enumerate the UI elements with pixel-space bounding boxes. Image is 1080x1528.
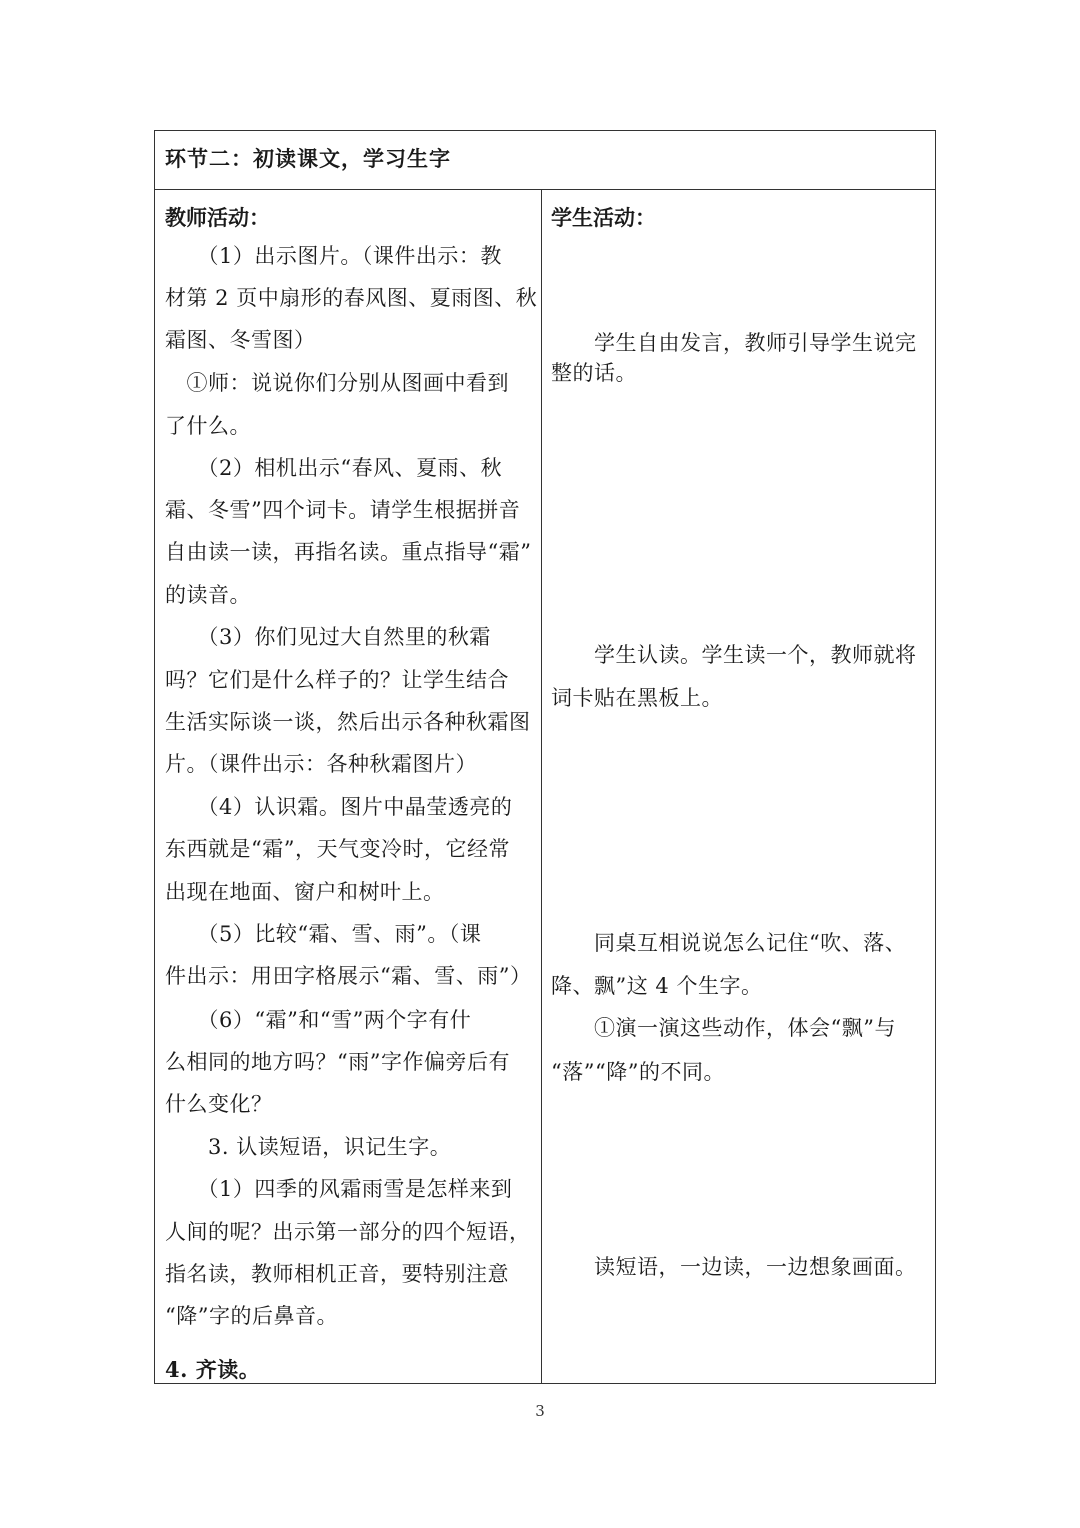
student-activity-line: 学生认读。学生读一个，教师就将 xyxy=(551,643,917,667)
section-header-row xyxy=(155,131,935,190)
lesson-table xyxy=(154,130,936,1384)
teacher-activity-line: 材第 2 页中扇形的春风图、夏雨图、秋 xyxy=(165,286,538,310)
student-activity-line: 同桌互相说说怎么记住“吹、落、 xyxy=(551,931,907,955)
teacher-activity-line: （1）四季的风霜雨雪是怎样来到 xyxy=(165,1177,513,1201)
teacher-activity-line: 了什么。 xyxy=(165,414,251,438)
teacher-activity-line: 片。（课件出示：各种秋霜图片） xyxy=(165,752,477,776)
teacher-activity-line: 霜、冬雪”四个词卡。请学生根据拼音 xyxy=(165,498,521,522)
teacher-activity-heading: 教师活动： xyxy=(165,205,270,230)
teacher-activity-line: 指名读，教师相机正音，要特别注意 xyxy=(165,1262,509,1286)
teacher-activity-line: （5）比较“霜、雪、雨”。（课 xyxy=(165,922,482,946)
teacher-activity-line: （3）你们见过大自然里的秋霜 xyxy=(165,625,491,649)
teacher-activity-line: （6）“霜”和“雪”两个字有什 xyxy=(165,1008,472,1032)
student-activity-line: 整的话。 xyxy=(551,361,637,385)
teacher-activity-line: （1）出示图片。（课件出示：教 xyxy=(165,244,502,268)
teacher-activity-line: 3. 认读短语，识记生字。 xyxy=(165,1135,452,1159)
teacher-activity-line: 霜图、冬雪图） xyxy=(165,328,316,352)
student-activity-line: 学生自由发言，教师引导学生说完 xyxy=(551,331,917,355)
teacher-activity-line: ①师：说说你们分别从图画中看到 xyxy=(165,371,509,395)
page-number: 3 xyxy=(535,1402,545,1420)
teacher-activity-line: 件出示：用田字格展示“霜、雪、雨”） xyxy=(165,964,532,988)
student-activity-line: 降、飘”这 4 个生字。 xyxy=(551,974,763,998)
teacher-activity-line: 人间的呢？出示第一部分的四个短语， xyxy=(165,1220,531,1244)
teacher-activity-line: 生活实际谈一谈，然后出示各种秋霜图 xyxy=(165,710,531,734)
column-divider xyxy=(541,190,542,1383)
section-title: 环节二：初读课文，学习生字 xyxy=(165,146,451,171)
teacher-activity-line: （4）认识霜。图片中晶莹透亮的 xyxy=(165,795,513,819)
student-activity-line: 词卡贴在黑板上。 xyxy=(551,686,723,710)
teacher-activity-line: （2）相机出示“春风、夏雨、秋 xyxy=(165,456,503,480)
teacher-activity-line: 的读音。 xyxy=(165,583,251,607)
teacher-activity-line: “降”字的后鼻音。 xyxy=(165,1304,338,1328)
student-activity-line: 读短语，一边读，一边想象画面。 xyxy=(551,1255,917,1279)
student-activity-heading: 学生活动： xyxy=(551,205,656,230)
teacher-final-line: 4. 齐读。 xyxy=(165,1357,261,1382)
teacher-activity-line: 东西就是“霜”，天气变冷时，它经常 xyxy=(165,837,510,861)
teacher-activity-line: 什么变化？ xyxy=(165,1092,273,1116)
teacher-activity-line: 出现在地面、窗户和树叶上。 xyxy=(165,880,445,904)
student-activity-line: “落”“降”的不同。 xyxy=(551,1060,725,1084)
teacher-activity-line: 吗？它们是什么样子的？让学生结合 xyxy=(165,668,509,692)
student-activity-line: ①演一演这些动作，体会“飘”与 xyxy=(551,1016,896,1040)
teacher-activity-line: 么相同的地方吗？“雨”字作偏旁后有 xyxy=(165,1050,510,1074)
teacher-activity-line: 自由读一读，再指名读。重点指导“霜” xyxy=(165,540,532,564)
